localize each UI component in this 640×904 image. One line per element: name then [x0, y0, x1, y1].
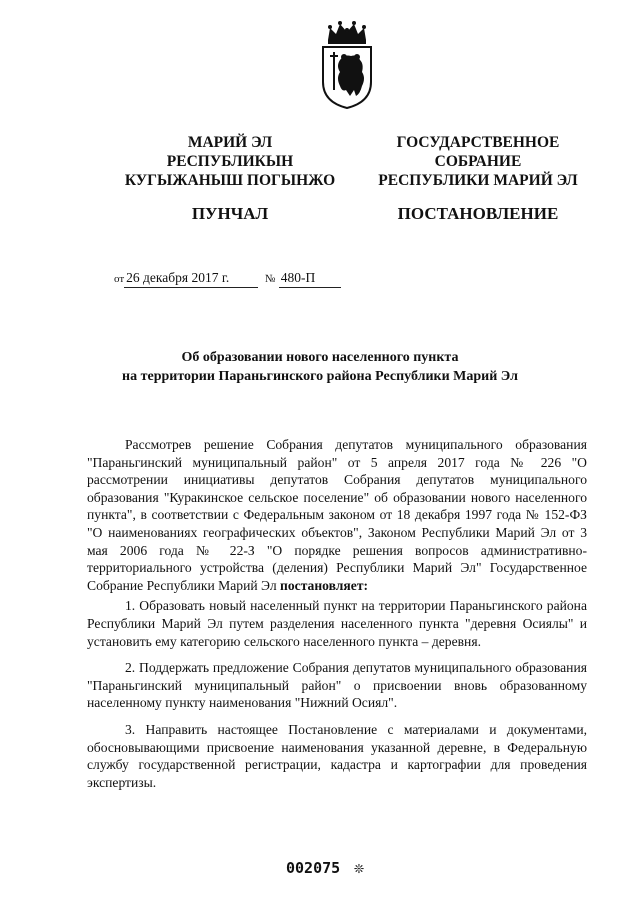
item-paragraph: 3. Направить настоящее Постановление с материалами и документами, обосновывающими присвоение наименования указанной деревне, в Федеральную службу государственной регистрации, кадастра и картографии для проведения экспертизы. [87, 721, 587, 790]
header-right-line: РЕСПУБЛИКИ МАРИЙ ЭЛ [378, 172, 578, 189]
header-right-line: СОБРАНИЕ [434, 153, 522, 170]
header-left-line: МАРИЙ ЭЛ [187, 134, 273, 151]
header-right-russian [358, 133, 598, 190]
serial-number: 002075 [286, 859, 341, 877]
doc-type-russian: ПОСТАНОВЛЕНИЕ [397, 204, 559, 223]
crown-icon [328, 21, 366, 44]
document-number: 480-П [279, 270, 341, 288]
preamble-text: Рассмотрев решение Собрания депутатов муниципального образования "Параньгинский муниципальный район" от 5 апреля 2017 года № 226 "О рассмотрении инициативы депутатов Собрания депутатов муниципального образования "Куракинское сельское поселение" об образовании нового населенного пункта", в соответствии с Федеральным законом от 18 декабря 1997 года № 152-ФЗ "О наименованиях географических объектов", Законом Республики Марий Эл от 3 мая 2006 года № 22-З "О порядке решения вопросов административно-территориального устройства (деления) Республики Марий Эл" Государственное Собрание Республики Марий Эл [87, 437, 587, 593]
serial-stamp [286, 858, 364, 877]
item-paragraph: 2. Поддержать предложение Собрания депутатов муниципального образования "Параньгинский муниципальный район" о присвоении вновь образованному населенному пункту наименования "Нижний Осиял". [87, 660, 587, 711]
coat-of-arms-emblem [318, 20, 376, 110]
number-label: № [264, 273, 276, 285]
title-line: на территории Параньгинского района Республики Марий Эл [122, 369, 518, 384]
header-left-mari [110, 133, 350, 190]
title-line: Об образовании нового населенного пункта [181, 350, 459, 365]
preamble-paragraph [87, 436, 587, 594]
document-body [87, 436, 587, 791]
document-title [80, 348, 560, 386]
header-left-line: РЕСПУБЛИКЫН [166, 153, 294, 170]
header-left-line: КУГЫЖАНЫШ ПОГЫНЖО [124, 172, 336, 189]
item-paragraph: 1. Образовать новый населенный пункт на территории Параньгинского района Республики Марий Эл путем разделения населенного пункта "деревня Осиялы" и установить ему категорию сельского населенного пункта – деревня. [87, 598, 587, 649]
doc-type-mari: ПУНЧАЛ [191, 204, 269, 223]
ornament-mark: ❊ [354, 858, 364, 877]
document-date: 26 декабря 2017 г. [124, 270, 258, 288]
resolves-word: постановляет: [280, 577, 369, 593]
header-right-line: ГОСУДАРСТВЕННОЕ [396, 134, 560, 151]
date-number-line [114, 270, 341, 288]
from-label: от [114, 273, 125, 285]
